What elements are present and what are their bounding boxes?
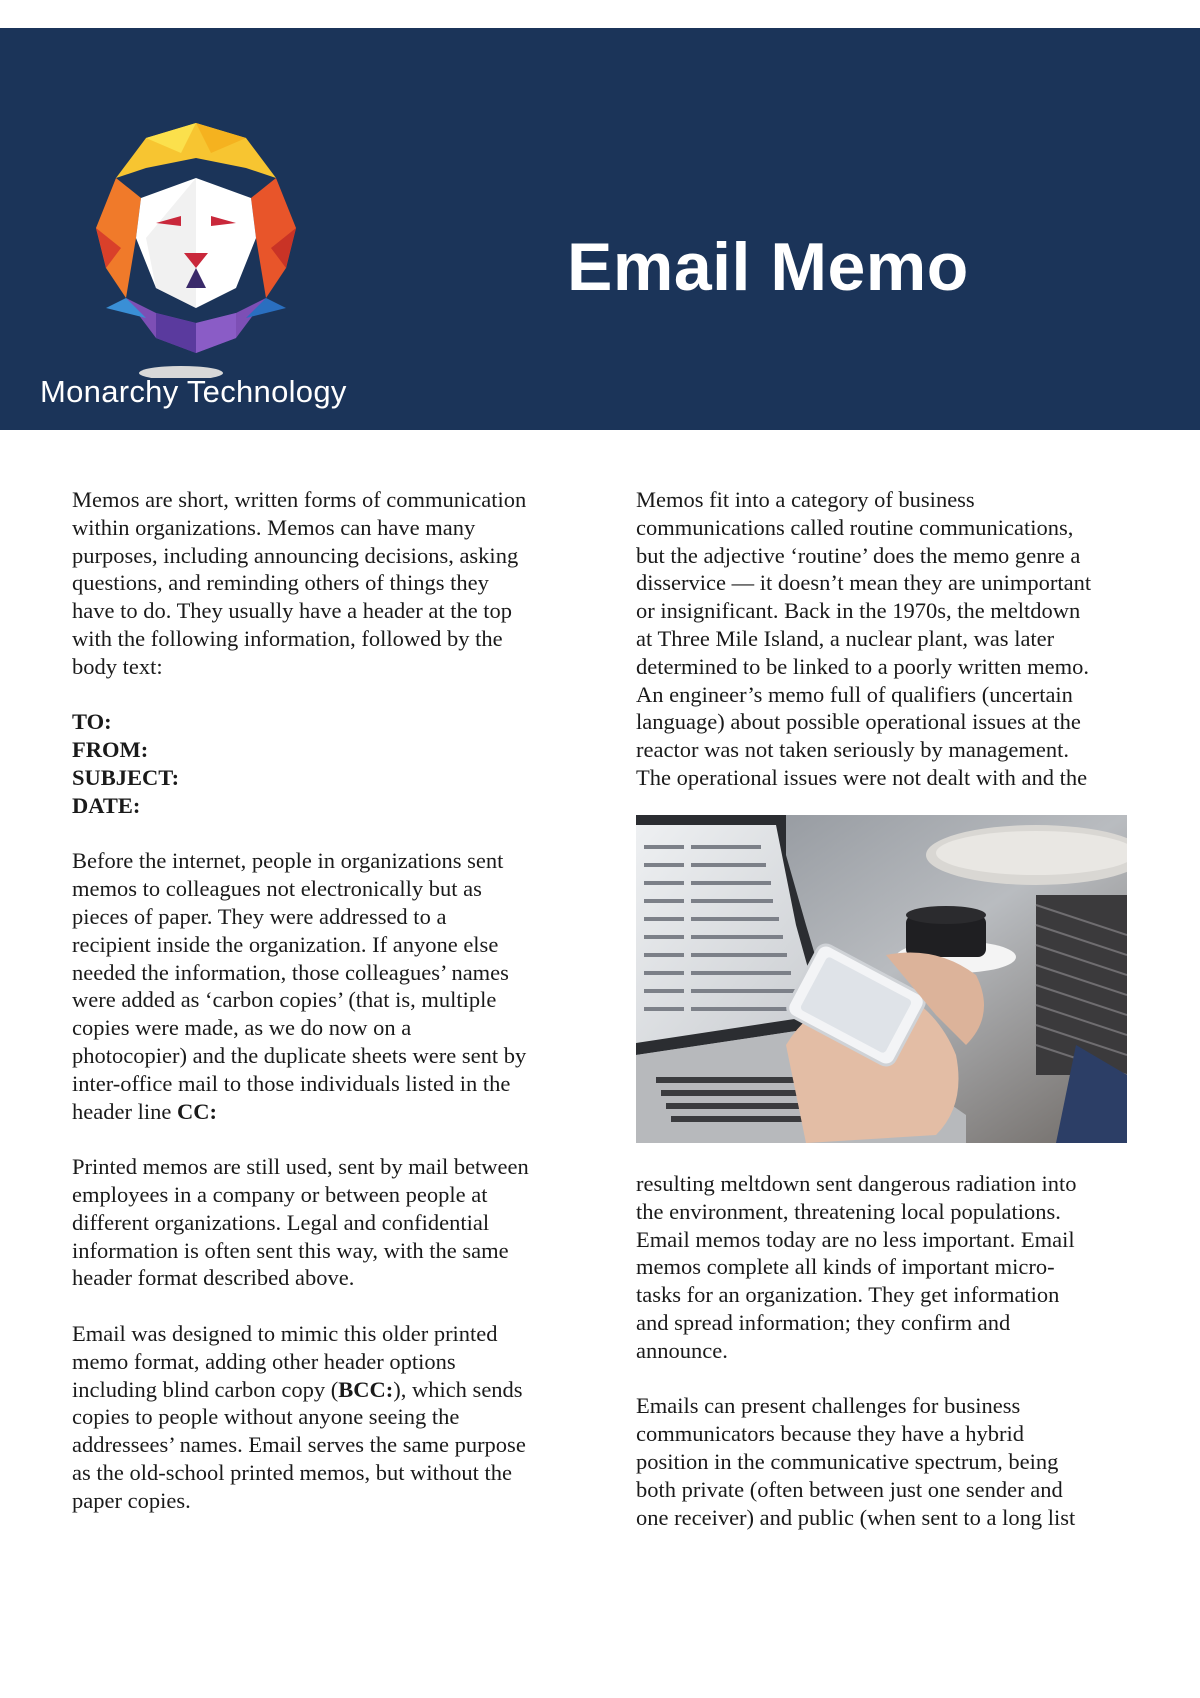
text-line: Email was designed to mimic this older printed xyxy=(72,1320,498,1346)
paragraph-history xyxy=(72,847,572,1125)
text-line: paper copies. xyxy=(72,1487,191,1513)
company-name: Monarchy Technology xyxy=(40,374,347,409)
text-line: copies to people without anyone seeing the xyxy=(72,1404,460,1430)
text-line: different organizations. Legal and confidential xyxy=(72,1209,490,1235)
text-line: memos complete all kinds of important micro- xyxy=(636,1254,1055,1280)
text-line: communicators because they have a hybrid xyxy=(636,1421,1024,1447)
left-column xyxy=(72,486,572,1514)
text-line: have to do. They usually have a header at the top xyxy=(72,598,513,624)
laptop-phone-photo xyxy=(636,815,1127,1143)
text-line: position in the communicative spectrum, being xyxy=(636,1448,1059,1474)
text-line: with the following information, followed by the xyxy=(72,625,503,651)
header-banner xyxy=(0,28,1200,430)
memo-header-fields xyxy=(72,708,572,819)
text-line: copies were made, as we do now on a xyxy=(72,1015,412,1041)
text-line: Before the internet, people in organizations sent xyxy=(72,848,504,874)
text-line: body text: xyxy=(72,653,163,679)
paragraph-email xyxy=(72,1320,572,1515)
right-column-top xyxy=(636,486,1130,792)
text-line: but the adjective ‘routine’ does the memo genre a xyxy=(636,542,1081,568)
page-title: Email Memo xyxy=(567,229,969,305)
text-line: disservice — it doesn’t mean they are unimportant xyxy=(636,570,1092,596)
text-line: determined to be linked to a poorly written memo. xyxy=(636,653,1090,679)
text-line: photocopier) and the duplicate sheets were sent by xyxy=(72,1042,527,1068)
text-line: needed the information, those colleagues’ names xyxy=(72,959,509,985)
text-fragment: header line xyxy=(72,1098,177,1124)
text-line: header format described above. xyxy=(72,1265,355,1291)
paragraph-intro xyxy=(72,486,572,681)
cc-label: CC: xyxy=(176,1098,217,1124)
paragraph-routine xyxy=(636,486,1130,792)
text-line: memos to colleagues not electronically but as xyxy=(72,876,482,902)
paragraph-routine-continued xyxy=(636,1170,1130,1365)
bcc-label: BCC: xyxy=(338,1376,394,1402)
text-line xyxy=(72,1098,572,1126)
text-line: employees in a company or between people at xyxy=(72,1181,488,1207)
text-line: communications called routine communications, xyxy=(636,514,1074,540)
text-line: resulting meltdown sent dangerous radiation into xyxy=(636,1171,1077,1196)
text-line: language) about possible operational issues at the xyxy=(636,709,1081,735)
text-line: memo format, adding other header options xyxy=(72,1348,456,1374)
text-line: recipient inside the organization. If anyone else xyxy=(72,931,499,957)
text-fragment: including blind carbon copy ( xyxy=(72,1376,339,1402)
paragraph-challenges xyxy=(636,1392,1130,1531)
field-date: DATE: xyxy=(72,792,141,818)
field-to: TO: xyxy=(72,709,112,735)
lion-head-logo xyxy=(86,118,306,378)
text-line: purposes, including announcing decisions, asking xyxy=(72,542,519,568)
text-line: An engineer’s memo full of qualifiers (uncertain xyxy=(636,681,1073,707)
text-line: tasks for an organization. They get information xyxy=(636,1282,1060,1308)
text-line: at Three Mile Island, a nuclear plant, was later xyxy=(636,625,1055,651)
text-line: one receiver) and public (when sent to a long list xyxy=(636,1504,1076,1530)
text-line: reactor was not taken seriously by management. xyxy=(636,737,1069,763)
text-line: Memos are short, written forms of communication xyxy=(72,487,527,512)
field-from: FROM: xyxy=(72,737,149,763)
text-line: Emails can present challenges for business xyxy=(636,1393,1021,1419)
text-line: announce. xyxy=(636,1337,728,1363)
right-column-bottom xyxy=(636,1170,1130,1531)
text-fragment: ), which sends xyxy=(393,1376,523,1402)
text-line: were added as ‘carbon copies’ (that is, multiple xyxy=(72,987,497,1013)
field-subject: SUBJECT: xyxy=(72,764,180,790)
text-line: both private (often between just one sender and xyxy=(636,1476,1063,1502)
text-line: questions, and reminding others of things they xyxy=(72,570,489,596)
text-line: information is often sent this way, with the same xyxy=(72,1237,509,1263)
text-line: and spread information; they confirm and xyxy=(636,1309,1011,1335)
text-line: Memos fit into a category of business xyxy=(636,487,975,512)
text-line: The operational issues were not dealt with and the xyxy=(636,764,1088,790)
text-line: pieces of paper. They were addressed to a xyxy=(72,903,447,929)
text-line: addressees’ names. Email serves the same purpose xyxy=(72,1432,526,1458)
text-line: inter-office mail to those individuals listed in the xyxy=(72,1070,511,1096)
text-line: the environment, threatening local populations. xyxy=(636,1198,1061,1224)
text-line: within organizations. Memos can have many xyxy=(72,514,476,540)
text-line: as the old-school printed memos, but without the xyxy=(72,1459,512,1485)
text-line xyxy=(72,1376,572,1404)
text-line: or insignificant. Back in the 1970s, the meltdown xyxy=(636,598,1081,624)
paragraph-printed xyxy=(72,1153,572,1292)
text-line: Email memos today are no less important. Email xyxy=(636,1226,1075,1252)
text-line: Printed memos are still used, sent by mail between xyxy=(72,1154,529,1180)
